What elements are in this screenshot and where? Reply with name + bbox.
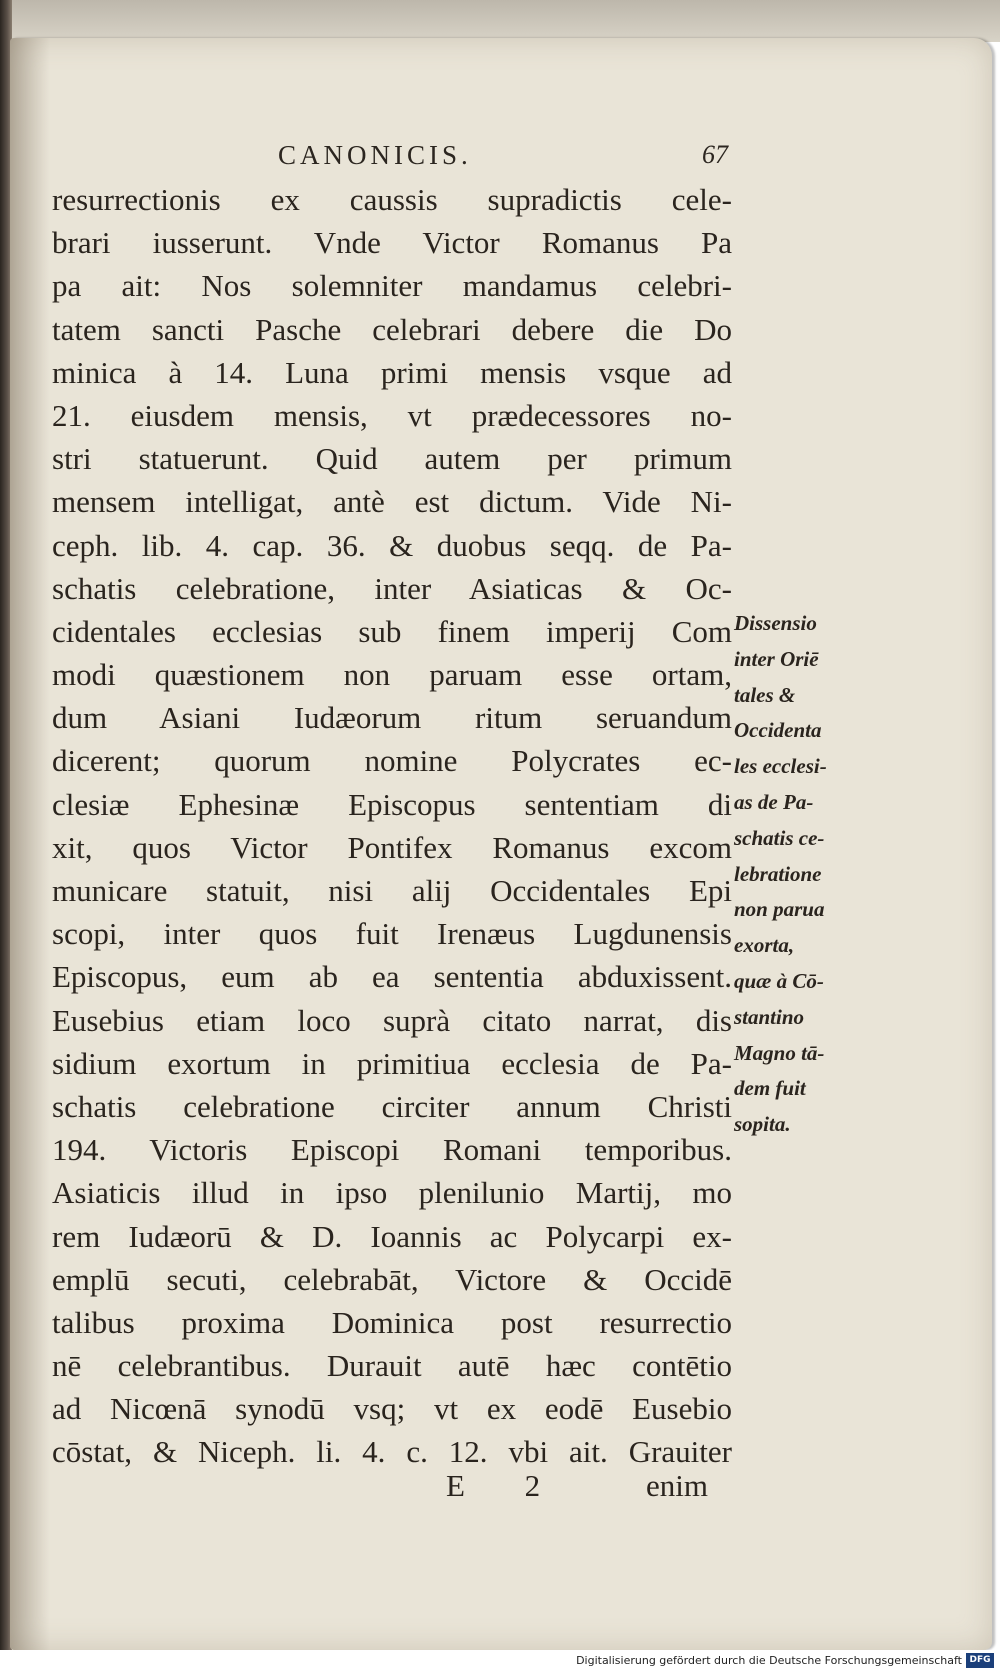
margin-note-line: dem fuit [734,1076,806,1101]
text-line: emplū secuti, celebrabāt, Victore & Occidē [52,1261,732,1297]
page-number: 67 [702,140,728,169]
text-line: nē celebrantibus. Durauit autē hæc contētio [52,1348,732,1384]
margin-note-line: as de Pa- [734,789,814,814]
signature-mark: E 2 [446,1468,567,1503]
text-line: ad Nicœnā synodū vsq; vt ex eodē Eusebio [52,1391,732,1427]
page-foot [0,1468,1000,1512]
margin-note-line: exorta, [734,933,795,958]
text-line: sidium exortum in primitiua ecclesia de Pa- [52,1045,732,1081]
margin-note-line: Dissensio [734,611,817,635]
margin-note-line: sopita. [734,1112,791,1137]
dfg-logo-icon: DFG [966,1653,994,1668]
text-line: schatis celebratione circiter annum Christi [52,1088,732,1124]
margin-note-line: non parua [734,897,825,922]
text-line: scopi, inter quos fuit Irenæus Lugdunensis [52,916,732,952]
margin-note-line: quæ à Cō- [734,968,824,993]
text-line: 21. eiusdem mensis, vt prædecessores no- [52,397,732,433]
text-line: xit, quos Victor Pontifex Romanus excom [52,829,732,865]
text-line: talibus proxima Dominica post resurrectio [52,1304,732,1340]
margin-note-line: les ecclesi- [734,754,827,779]
margin-note-line: schatis ce- [734,825,825,850]
text-line: Eusebius etiam loco suprà citato narrat, dis [52,1002,732,1038]
running-title: CANONICIS. [278,140,472,170]
text-line: municare statuit, nisi alij Occidentales Epi [52,873,732,908]
main-text-block [52,178,732,1474]
catchword: enim [646,1468,708,1503]
running-head [0,140,1000,180]
text-line: rem Iudæorū & D. Ioannis ac Polycarpi ex- [52,1218,732,1254]
text-line: clesiæ Ephesinæ Episcopus sententiam di [52,786,732,822]
text-line: 194. Victoris Episcopi Romani temporibus. [52,1132,732,1168]
scan-background [0,0,1000,42]
funding-credit: Digitalisierung gefördert durch die Deutsche Forschungsgemeinschaft [576,1654,962,1667]
digitization-footer [0,1650,1000,1674]
text-line: ceph. lib. 4. cap. 36. & duobus seqq. de Pa- [52,527,732,563]
margin-note-line: tales & [734,682,796,707]
text-line: mensem intelligat, antè est dictum. Vide Ni- [52,484,732,520]
text-line: minica à 14. Luna primi mensis vsque ad [52,354,732,390]
text-line: dicerent; quorum nomine Polycrates ec- [52,743,732,779]
text-line: stri statuerunt. Quid autem per primum [52,441,732,477]
text-line: dum Asiani Iudæorum ritum seruandum [52,700,732,736]
margin-note-line: Magno tā- [734,1040,825,1065]
text-line: modi quæstionem non paruam esse ortam, [52,657,732,693]
text-line: Asiaticis illud in ipso plenilunio Martij, mo [52,1175,732,1211]
marginal-note [734,606,864,1143]
margin-note-line: inter Oriē [734,646,819,671]
text-line: cidentales ecclesias sub finem imperij Com [52,613,732,649]
text-line: resurrectionis ex caussis supradictis cele- [52,182,732,217]
margin-note-line: stantino [734,1004,805,1029]
text-line: Episcopus, eum ab ea sententia abduxissent. [52,959,732,995]
page-gutter-shadow [10,38,50,1650]
text-line: brari iusserunt. Vnde Victor Romanus Pa [52,225,732,261]
text-line: cōstat, & Niceph. li. 4. c. 12. vbi ait. Grauiter [52,1434,732,1470]
margin-note-line: Occidenta [734,718,822,743]
text-line: pa ait: Nos solemniter mandamus celebri- [52,268,732,304]
text-line: tatem sancti Pasche celebrari debere die Do [52,311,732,347]
margin-note-line: lebratione [734,861,822,886]
text-line: schatis celebratione, inter Asiaticas & Oc- [52,570,732,606]
